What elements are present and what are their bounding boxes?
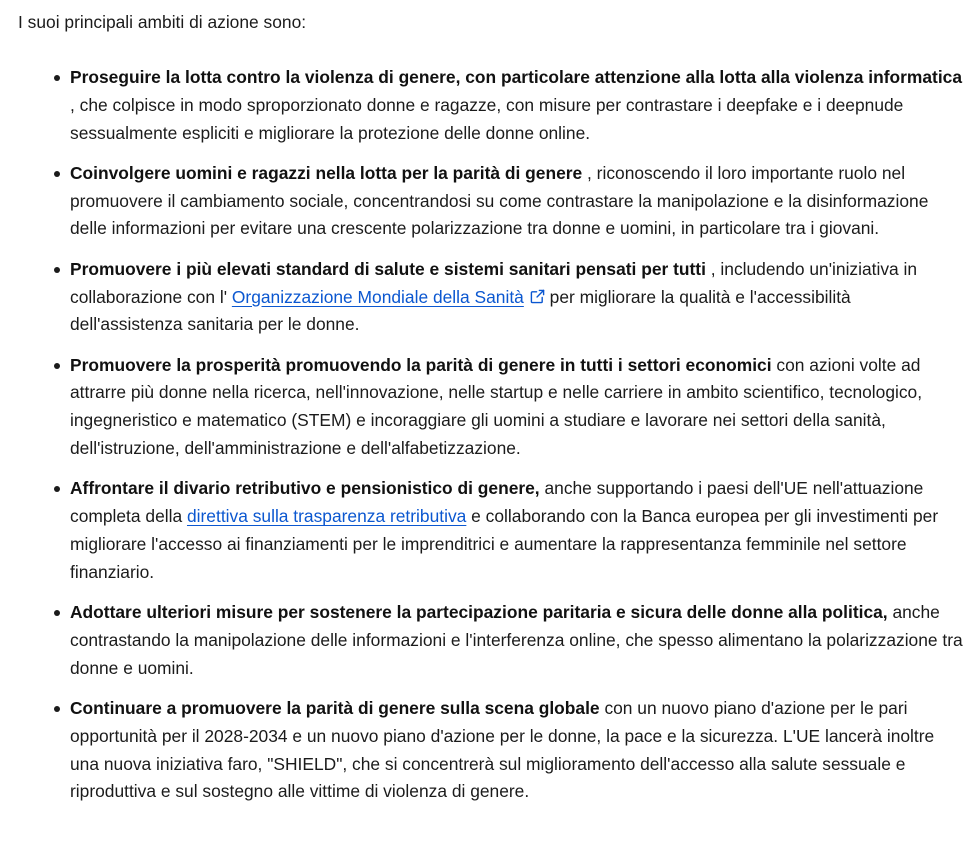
item-text-after: per migliorare la qualità e l'accessibilità dell'assistenza sanitaria per le donne.	[70, 286, 851, 335]
bullet-icon	[54, 363, 60, 369]
item-text: con un nuovo piano d'azione per le pari opportunità per il 2028-2034 e un nuovo piano d'azione per le donne, la pace e la sicurezza. L'UE lancerà inoltre una nuova iniziativa faro, "SHIELD", che si concentrerà sul miglioramento dell'accesso alla salute sessuale e riproduttiva e sul sostegno alle vittime di violenza di genere.	[70, 697, 935, 802]
item-text: con azioni volte ad attrarre più donne nella ricerca, nell'innovazione, nelle startup e nelle carriere in ambito scientifico, tecnologico, ingegneristico e matematico (STEM) e incoraggiare gli uomini a studiare e lavorare nei settori della sanità, dell'istruzione, dell'amministrazione e dell'alfabetizzazione.	[70, 354, 923, 459]
external-link-icon	[530, 289, 545, 304]
item-title: Affrontare il divario retributivo e pensionistico di genere,	[70, 478, 540, 499]
list-item-violenza	[18, 64, 965, 147]
bullet-icon	[54, 171, 60, 177]
bullet-icon	[54, 267, 60, 273]
item-title: Continuare a promuovere la parità di genere sulla scena globale	[70, 697, 600, 718]
action-list	[18, 64, 965, 806]
bullet-icon	[54, 610, 60, 616]
item-title: Coinvolgere uomini e ragazzi nella lotta per la parità di genere	[70, 162, 583, 183]
bullet-icon	[54, 486, 60, 492]
item-text: , riconoscendo il loro importante ruolo nel promuovere il cambiamento sociale, concentrandosi su come contrastare la manipolazione e la disinformazione delle informazioni per evitare una crescente polarizzazione tra donne e uomini, in particolare tra i giovani.	[70, 162, 929, 239]
bullet-icon	[54, 75, 60, 81]
oms-link[interactable]	[232, 287, 545, 307]
list-item-scena-globale	[18, 695, 965, 806]
list-item-salute	[18, 256, 965, 339]
bullet-icon	[54, 706, 60, 712]
item-text: , che colpisce in modo sproporzionato donne e ragazze, con misure per contrastare i deepfake e i deepnude sessualmente espliciti e migliorare la protezione delle donne online.	[70, 94, 904, 143]
item-text-before: anche supportando i paesi dell'UE nell'attuazione completa della	[70, 478, 924, 527]
list-item-politica	[18, 599, 965, 682]
oms-link-label: Organizzazione Mondiale della Sanità	[231, 286, 524, 307]
item-title: Proseguire la lotta contro la violenza di genere, con particolare attenzione alla lotta alla violenza informatica	[70, 67, 962, 87]
item-text: anche contrastando la manipolazione delle informazioni e l'interferenza online, che spesso alimentano la polarizzazione tra donne e uomini.	[70, 602, 963, 678]
direttiva-trasparenza-link[interactable]: direttiva sulla trasparenza retributiva	[186, 506, 467, 527]
intro-text: I suoi principali ambiti di azione sono:	[18, 12, 307, 32]
item-title: Promuovere la prosperità promuovendo la parità di genere in tutti i settori economici	[70, 354, 772, 375]
item-title: Promuovere i più elevati standard di salute e sistemi sanitari pensati per tutti	[70, 258, 706, 279]
item-title: Adottare ulteriori misure per sostenere la partecipazione paritaria e sicura delle donne alla politica,	[70, 602, 888, 623]
item-text-before: , includendo un'iniziativa in collaborazione con l'	[70, 258, 918, 307]
item-text-after: e collaborando con la Banca europea per gli investimenti per migliorare l'accesso ai finanziamenti per le imprenditrici e aumentare la rappresentanza femminile nel settore finanziario.	[70, 506, 939, 582]
list-item-divario-retributivo	[18, 475, 965, 586]
list-item-prosperita	[18, 352, 965, 463]
list-item-uomini-ragazzi	[18, 160, 965, 243]
